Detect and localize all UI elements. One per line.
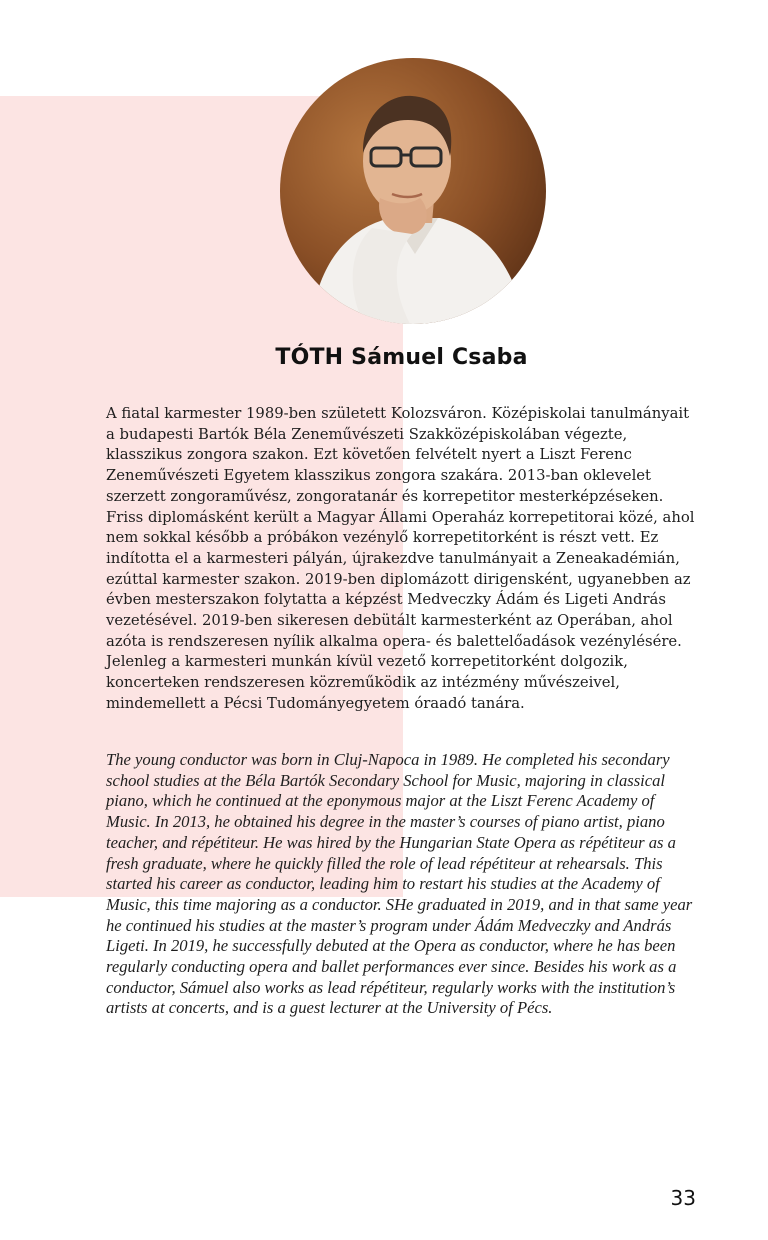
biography-hungarian: A fiatal karmester 1989-ben született Kolozsváron. Középiskolai tanulmányait a budapesti Bartók Béla Zeneművészeti Szakközépiskolában végezte, klasszikus zongora szakon. Ezt követően felvételt nyert a Liszt Ferenc Zeneművészeti Egyetem klasszikus zongora szakára. 2013-ban oklevelet szerzett zongoraművész, zongoratanár és korrepetitor mesterképzéseken. Friss diplomásként került a Magyar Állami Operaház korrepetitorai közé, ahol nem sokkal később a próbákon vezénylő korrepetitorként is részt vett. Ez indította el a karmesteri pályán, újrakezdve tanulmányait a Zeneakadémián, ezúttal karmester szakon. 2019-ben diplomázott dirigensként, ugyanebben az évben mesterszakon folytatta a képzést Medveczky Ádám és Ligeti András vezetésével. 2019-ben sikeresen debütált karmesterként az Operában, ahol azóta is rendszeresen nyílik alkalma opera- és balettelőadások vezénylésére. Jelenleg a karmesteri munkán kívül vezető korrepetitorként dolgozik, koncerteken rendszeresen közreműködik az intézmény művészeivel, mindemellett a Pécsi Tudományegyetem óraadó tanára. (106, 405, 695, 712)
person-name: TÓTH Sámuel Csaba (275, 345, 528, 370)
portrait-photo (280, 58, 546, 324)
biography-english: The young conductor was born in Cluj-Napoca in 1989. He completed his secondary school studies at the Béla Bartók Secondary School for Music, majoring in classical piano, which he continued at the eponymous major at the Liszt Ferenc Academy of Music. In 2013, he obtained his degree in the master’s courses of piano artist, piano teacher, and répétiteur. He was hired by the Hungarian State Opera as répétiteur as a fresh graduate, where he quickly filled the role of lead répétiteur at rehearsals. This started his career as conductor, leading him to restart his studies at the Academy of Music, this time majoring as a conductor. SHe graduated in 2019, and in that same year he continued his studies at the master’s program under Ádám Medveczky and András Ligeti. In 2019, he successfully debuted at the Opera as conductor, where he has been regularly conducting opera and ballet performances ever since. Besides his work as a conductor, Sámuel also works as lead répétiteur, regularly works with the institution’s artists at concerts, and is a guest lecturer at the University of Pécs. (106, 750, 693, 1018)
page-number: 33 (670, 1186, 696, 1210)
